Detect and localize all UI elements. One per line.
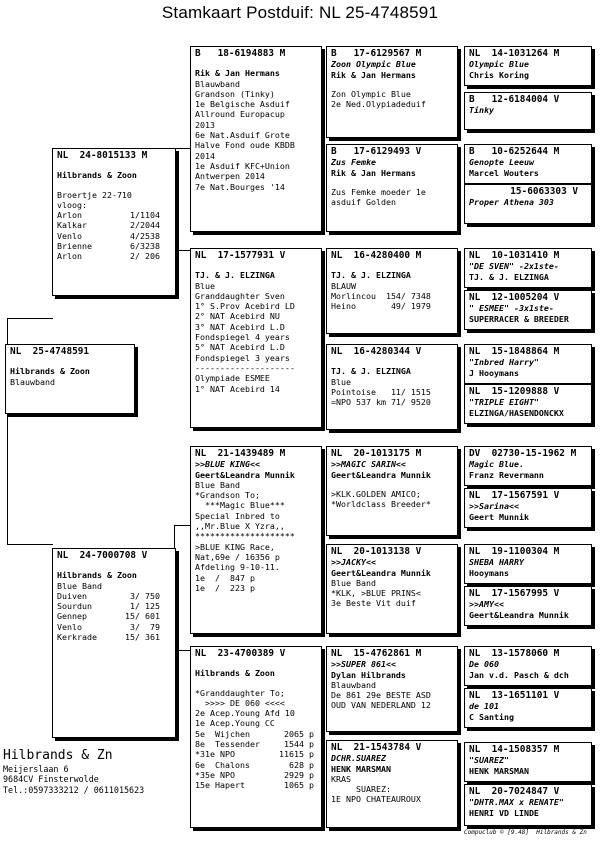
- race-result: *35e NPO 2929 p: [195, 769, 314, 780]
- info-line: Pointoise 11/ 1515: [331, 386, 431, 397]
- pigeon-name: de 101: [469, 701, 499, 712]
- ancestor-card[interactable]: [464, 446, 592, 486]
- breeder-phone: Tel.:0597333212 / 0611015623: [3, 784, 145, 795]
- ring-number: NL 17-1577931 V: [195, 250, 286, 261]
- ancestor-card[interactable]: [464, 290, 592, 330]
- pigeon-name: "TRIPLE EIGHT": [469, 397, 539, 408]
- pigeon-name: "DE SVEN" -2x1ste-: [469, 261, 559, 272]
- ring-number: NL 13-1578060 M: [469, 648, 560, 659]
- page-title: Stamkaart Postduif: NL 25-4748591: [161, 3, 439, 22]
- info-line: 1° S.Prov Acebird LD: [195, 301, 295, 312]
- pigeon-name: Tinky: [469, 105, 494, 116]
- race-result: Venlo 4/2538: [57, 230, 160, 241]
- ring-number: NL 20-1013175 M: [331, 448, 422, 459]
- info-line: Olympiade ESMEE: [195, 373, 270, 384]
- pigeon-name: Olympic Blue: [469, 59, 529, 70]
- owner: TJ. & J. ELZINGA: [469, 271, 549, 282]
- info-line: ,,Mr.Blue X Yzra,,: [195, 521, 285, 532]
- connector: [174, 250, 190, 251]
- info-line: 3e Beste Vit duif: [331, 598, 416, 609]
- info-line: SUAREZ:: [331, 784, 391, 795]
- ancestor-card[interactable]: [464, 144, 592, 184]
- breeder-name: Hilbrands & Zn: [3, 748, 113, 763]
- owner: Jan v.d. Pasch & dch: [469, 669, 569, 680]
- info-line: >>>> DE 060 <<<<: [195, 697, 285, 708]
- race-result: Duiven 3/ 750: [57, 590, 160, 601]
- ring-number: NL 24-8015133 M: [57, 150, 148, 161]
- race-result: Kerkrade 15/ 361: [57, 632, 160, 643]
- info-line: Broertje 22-710: [57, 189, 132, 200]
- race-result: Gennep 15/ 601: [57, 611, 160, 622]
- owner: TJ. & J. ELZINGA: [331, 270, 411, 281]
- info-line: Halve Fond oude KBDB: [195, 140, 295, 151]
- race-result: 15e Hapert 1065 p: [195, 780, 314, 791]
- owner: Hooymans: [469, 567, 509, 578]
- ancestor-card[interactable]: [464, 688, 592, 728]
- connector: [174, 650, 190, 651]
- great-grandparent-card[interactable]: [326, 144, 458, 232]
- ancestor-card[interactable]: [464, 184, 592, 224]
- ancestor-card[interactable]: [464, 488, 592, 528]
- info-line: OUD VAN NEDERLAND 12: [331, 700, 431, 711]
- owner: Chris Koring: [469, 69, 529, 80]
- info-line: Blue Band: [331, 577, 376, 588]
- info-line: 2014: [195, 150, 215, 161]
- great-grandparent-card[interactable]: [326, 446, 458, 536]
- info-line: Zon Olympic Blue: [331, 88, 411, 99]
- owner: HENK MARSMAN: [469, 765, 529, 776]
- owner: ELZINGA/HASENDONCKX: [469, 407, 564, 418]
- pigeon-name: >>Sarina<<: [469, 501, 519, 512]
- ancestor-card[interactable]: [464, 384, 592, 424]
- paternal-grandmother-card[interactable]: [190, 248, 322, 428]
- pigeon-name: "Inbred Harry": [469, 357, 539, 368]
- connector: [174, 525, 175, 548]
- race-result: 5e Wijchen 2065 p: [195, 728, 314, 739]
- race-result: Arlon 2/ 206: [57, 251, 160, 262]
- pigeon-name: Zus Femke: [331, 157, 376, 168]
- pigeon-name: Genopte Leeuw: [469, 157, 534, 168]
- ring-number: B 18-6194883 M: [195, 48, 286, 59]
- mother-card[interactable]: [52, 548, 176, 738]
- owner: J Hooymans: [469, 367, 519, 378]
- ancestor-card[interactable]: [464, 742, 592, 782]
- pigeon-name: Magic Blue.: [469, 459, 524, 470]
- owner: Geert&Leandra Munnik: [331, 469, 431, 480]
- info-line: Antwerpen 2014: [195, 171, 265, 182]
- great-grandparent-card[interactable]: [326, 46, 458, 138]
- info-line: Nat,69e / 16356 p: [195, 551, 280, 562]
- great-grandparent-card[interactable]: [326, 344, 458, 430]
- owner: Geert&Leandra Munnik: [331, 567, 431, 578]
- info-line: 1e Belgische Asduif: [195, 99, 290, 110]
- ancestor-card[interactable]: [464, 46, 592, 86]
- great-grandparent-card[interactable]: [326, 646, 458, 732]
- maternal-grandfather-card[interactable]: [190, 446, 322, 634]
- info-line: Granddaughter Sven: [195, 290, 285, 301]
- info-line: asduif Golden: [331, 197, 396, 208]
- info-line: 1° NAT Acebird 14: [195, 383, 280, 394]
- ring-number: NL 25-4748591: [10, 346, 90, 357]
- pigeon-name: DCHR.SUAREZ: [331, 753, 386, 764]
- pigeon-name: " ESMEE" -3x1ste-: [469, 303, 554, 314]
- info-line: Fondspiegel 4 years: [195, 332, 290, 343]
- info-line: 3° NAT Acebird L.D: [195, 321, 285, 332]
- great-grandparent-card[interactable]: [326, 544, 458, 634]
- ancestor-card[interactable]: [464, 784, 592, 826]
- info-line: Blue Band: [195, 479, 240, 490]
- info-line: Zus Femke moeder 1e: [331, 186, 426, 197]
- great-grandparent-card[interactable]: [326, 740, 458, 828]
- paternal-grandfather-card[interactable]: [190, 46, 322, 232]
- connector: [7, 318, 53, 319]
- ring-number: NL 16-4280344 V: [331, 346, 422, 357]
- info-line: Morlincou 154/ 7348: [331, 290, 431, 301]
- info-line: *Worldclass Breeder*: [331, 499, 431, 510]
- info-line: Blue: [331, 376, 351, 387]
- ancestor-card[interactable]: [464, 248, 592, 288]
- info-line: Blauwband: [195, 78, 240, 89]
- info-line: ********************: [195, 531, 295, 542]
- ring-number: DV 02730-15-1962 M: [469, 448, 577, 459]
- owner: Hilbrands & Zoon: [57, 570, 137, 581]
- breeder-street: Meijerslaan 6: [3, 764, 69, 774]
- pigeon-name: >>BLUE KING<<: [195, 459, 260, 470]
- info-line: KRAS: [331, 773, 351, 784]
- info-line: Blue: [195, 280, 215, 291]
- owner: HENRI VD LINDE: [469, 807, 539, 818]
- info-line: 1e / 847 p: [195, 572, 255, 583]
- ring-number: NL 14-1508357 M: [469, 744, 560, 755]
- owner: HENK MARSMAN: [331, 763, 391, 774]
- maternal-grandmother-card[interactable]: [190, 646, 322, 828]
- ring-number: NL 20-1013138 V: [331, 546, 422, 557]
- ring-number: NL 24-7000708 V: [57, 550, 148, 561]
- owner: Geert&Leandra Munnik: [469, 609, 569, 620]
- info-line: BLAUW: [331, 280, 356, 291]
- ring-number: NL 19-1100304 M: [469, 546, 560, 557]
- info-line: Special Inbred to: [195, 510, 280, 521]
- connector: [174, 525, 190, 526]
- info-line: *Granddaughter To;: [195, 687, 285, 698]
- pigeon-name: De 060: [469, 659, 499, 670]
- software-credit: Compuclub © [9.48] Hilbrands & Zn: [464, 829, 587, 836]
- ancestor-card[interactable]: [464, 586, 592, 626]
- info-line: 1e Asduif KFC+Union: [195, 160, 290, 171]
- owner: Hilbrands & Zoon: [57, 170, 137, 181]
- pigeon-name: >>MAGIC SARIN<<: [331, 459, 406, 470]
- ring-number: B 17-6129567 M: [331, 48, 422, 59]
- ring-number: NL 17-1567591 V: [469, 490, 560, 501]
- ring-number: B 17-6129493 V: [331, 146, 422, 157]
- info-line: >KLK.GOLDEN AMICO;: [331, 488, 421, 499]
- owner: Dylan Hilbrands: [331, 669, 406, 680]
- ring-number: NL 12-1005204 V: [469, 292, 560, 303]
- info-line: 6e Nat.Asduif Grote: [195, 130, 290, 141]
- info-line: =NPO 537 km 71/ 9520: [331, 397, 431, 408]
- owner: C Santing: [469, 711, 514, 722]
- pigeon-name: Proper Athena 303: [469, 197, 554, 208]
- info-line: Fondspiegel 3 years: [195, 352, 290, 363]
- ancestor-card[interactable]: [464, 92, 592, 130]
- pigeon-name: >>SUPER 861<<: [331, 659, 396, 670]
- owner: TJ. & J. ELZINGA: [331, 366, 411, 377]
- ring-number: NL 16-4280400 M: [331, 250, 422, 261]
- ring-number: NL 15-1209888 V: [469, 386, 560, 397]
- info-line: Heino 49/ 1979: [331, 301, 431, 312]
- info-line: Afdeling 9-10-11.: [195, 562, 280, 573]
- owner: Franz Revermann: [469, 469, 544, 480]
- info-line: ***Magic Blue***: [195, 500, 285, 511]
- info-line: Grandson (Tinky): [195, 88, 275, 99]
- owner: Geert&Leandra Munnik: [195, 469, 295, 480]
- ring-number: B 10-6252644 M: [469, 146, 560, 157]
- info-line: 1E NPO CHATEAUROUX: [331, 794, 421, 805]
- info-line: *Grandson To;: [195, 490, 260, 501]
- pigeon-name: >>AMY<<: [469, 599, 504, 610]
- owner: Hilbrands & Zoon: [10, 366, 90, 377]
- info-line: vloog:: [57, 199, 87, 210]
- race-result: Arlon 1/1104: [57, 210, 160, 221]
- ring-number: NL 15-4762861 M: [331, 648, 422, 659]
- race-result: Venlo 3/ 79: [57, 621, 160, 632]
- info-line: 2e Acep.Young Afd 10: [195, 708, 295, 719]
- info-line: Blauwband: [331, 679, 376, 690]
- ancestor-card[interactable]: [464, 544, 592, 584]
- race-result: 8e Tessender 1544 p: [195, 739, 314, 750]
- pigeon-name: SHEBA HARRY: [469, 557, 524, 568]
- ring-number: NL 17-1567995 V: [469, 588, 560, 599]
- owner: Marcel Wouters: [469, 167, 539, 178]
- ring-number: NL 14-1031264 M: [469, 48, 560, 59]
- subject-card[interactable]: [5, 344, 135, 414]
- ancestor-card[interactable]: [464, 344, 592, 384]
- ring-number: B 12-6184004 V: [469, 94, 560, 105]
- pigeon-name: >>JACKY<<: [331, 557, 376, 568]
- owner: Rik & Jan Hermans: [195, 68, 280, 79]
- info-line: 2° NAT Acebird NU: [195, 311, 280, 322]
- info-line: De 861 29e BESTE ASD: [331, 690, 431, 701]
- breeder-info: [3, 748, 144, 795]
- pigeon-name: "SUAREZ": [469, 755, 509, 766]
- pigeon-name: Zoon Olympic Blue: [331, 59, 416, 70]
- ring-number: NL 13-1651101 V: [469, 690, 560, 701]
- race-result: Sourdun 1/ 125: [57, 601, 160, 612]
- owner: Rik & Jan Hermans: [331, 69, 416, 80]
- pigeon-name: "DHTR.MAX x RENATE": [469, 797, 564, 808]
- owner: SUPERRACER & BREEDER: [469, 313, 569, 324]
- info-line: 2013: [195, 119, 215, 130]
- race-result: *31e NPO 11615 p: [195, 749, 314, 760]
- connector: [7, 544, 53, 545]
- info-line: --------------------: [195, 362, 295, 373]
- ring-number: NL 21-1543784 V: [331, 742, 422, 753]
- owner: Hilbrands & Zoon: [195, 668, 275, 679]
- info-line: 5° NAT Acebird L.D: [195, 342, 285, 353]
- race-result: Brienne 6/3238: [57, 241, 160, 252]
- father-card[interactable]: [52, 148, 176, 296]
- info-line: 1e / 223 p: [195, 582, 255, 593]
- color: Blue Band: [57, 580, 102, 591]
- great-grandparent-card[interactable]: [326, 248, 458, 334]
- color: Blauwband: [10, 376, 55, 387]
- ring-number: NL 15-1848864 M: [469, 346, 560, 357]
- info-line: *KLK, >BLUE PRINS<: [331, 588, 421, 599]
- race-result: Kalkar 2/2044: [57, 220, 160, 231]
- breeder-city: 9684CV Finsterwolde: [3, 774, 99, 785]
- connector: [174, 148, 190, 149]
- owner: Rik & Jan Hermans: [331, 167, 416, 178]
- race-result: 6e Chalons 628 p: [195, 759, 314, 770]
- ring-number: 15-6063303 V: [510, 186, 578, 197]
- ring-number: NL 10-1031410 M: [469, 250, 560, 261]
- ring-number: NL 20-7024847 V: [469, 786, 560, 797]
- info-line: 2e Ned.Olypiadeduif: [331, 99, 426, 110]
- info-line: 1e Acep.Young CC: [195, 718, 275, 729]
- info-line: >BLUE KING Race,: [195, 541, 275, 552]
- ancestor-card[interactable]: [464, 646, 592, 686]
- info-line: 7e Nat.Bourges '14: [195, 181, 285, 192]
- owner: Geert Munnik: [469, 511, 529, 522]
- info-line: Allround Europacup: [195, 109, 285, 120]
- ring-number: NL 23-4700389 V: [195, 648, 286, 659]
- ring-number: NL 21-1439489 M: [195, 448, 286, 459]
- owner: TJ. & J. ELZINGA: [195, 270, 275, 281]
